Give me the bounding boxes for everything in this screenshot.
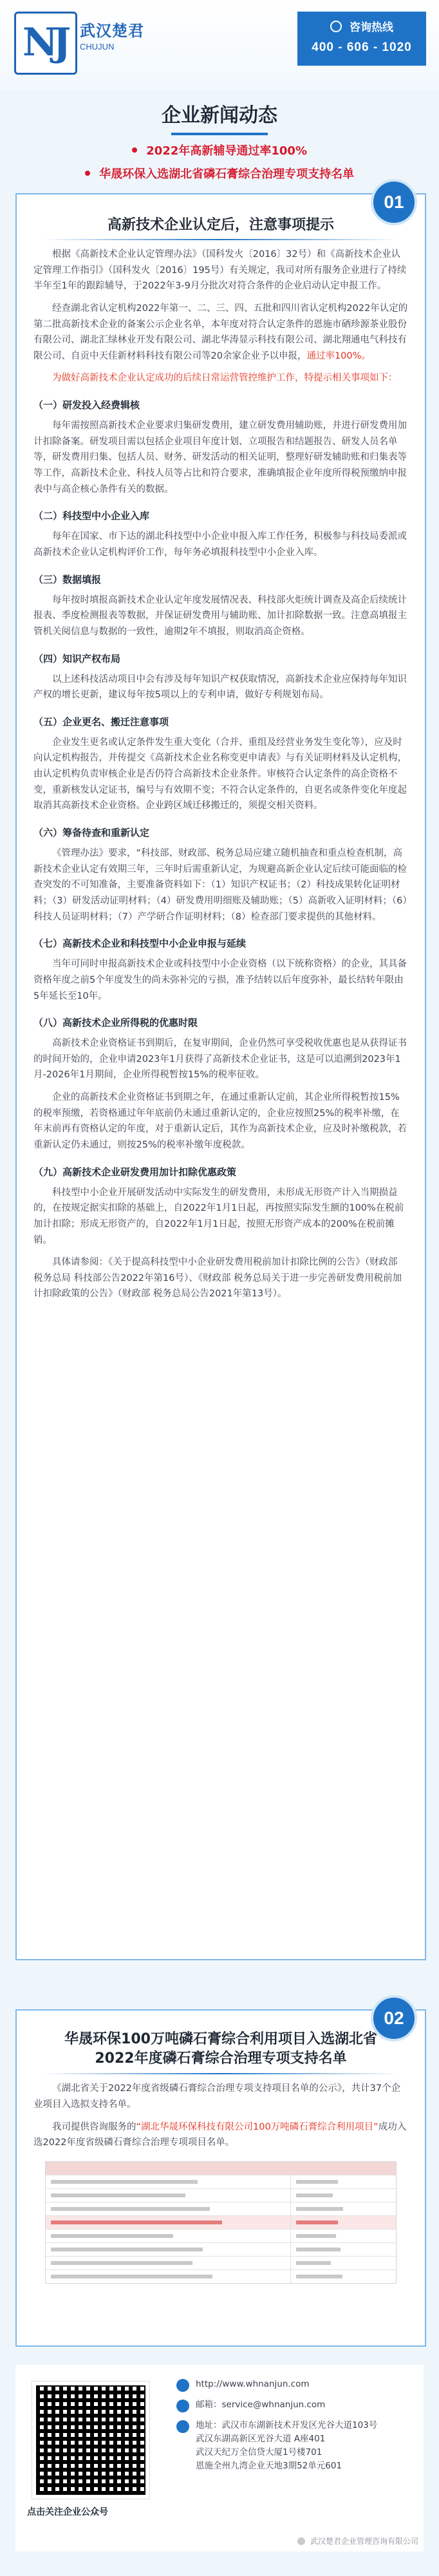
item-text: 科技型中小企业开展研发活动中实际发生的研发费用，未形成无形资产计入当期损益的，在按规定据实扣除的基础上，自2022年1月1日起，再按照实际发生额的100%在税前加计扣除；形成无形资产的，自2022年1月1日起，按照无形资产成本的200%在税前摊销。 [33, 1187, 404, 1245]
contact-section [15, 2365, 424, 2552]
bullet-dot-icon [85, 171, 90, 176]
address-line: 武汉东湖高新区光谷大道 A座401 [196, 2433, 326, 2444]
contact-row [176, 2419, 415, 2473]
notice-intro: 为做好高新技术企业认定成功的后续日常运营管控维护工作，特提示相关事项如下： [52, 373, 398, 384]
table-row [46, 2188, 396, 2202]
brand [80, 18, 144, 52]
item-text: 企业发生更名或认定条件发生重大变化（合并、重组及经营业务发生变化等），应及时向认定机构报告，并传提交《高新技术企业名称变更申请表》与有关证明材料及认定机构，由认定机构负责审核企业是否仍符合高新技术企业条件。审核符合认定条件的高企资格不变，重新核发认定证书，编号与有效期不变；不符合认定条件的，自更名或条件变化年度起取消其高新技术企业资格。企业跨区域迁移搬迁的，须提交相关资料。 [33, 737, 407, 811]
news-title: 企业新闻动态 [162, 104, 277, 127]
location-icon [176, 2420, 189, 2433]
section-card-1 [15, 193, 426, 1960]
item-title: （八）高新技术企业所得税的优惠时限 [33, 1017, 198, 1029]
table-row [46, 2269, 396, 2283]
paragraph [33, 2119, 408, 2151]
hotline-title-text: 咨询热线 [349, 21, 393, 34]
title-divider [42, 239, 399, 240]
section-badge-2: 02 [371, 1995, 417, 2041]
company-logo [14, 12, 77, 75]
news-head [0, 90, 439, 196]
news-bullet-2[interactable] [0, 165, 439, 182]
bullet-dot-icon [132, 147, 137, 153]
watermark-text: 武汉楚君企业管理咨询有限公司 [310, 2537, 418, 2546]
section-badge-1: 01 [371, 179, 417, 225]
paragraph-text: 经查湖北省认定机构2022年第一、二、三、四、五批和四川省认定机构2022年认定的第二批高新技术企业的备案公示企业名单，本年度对符合认定条件的恩施市硒珍源茶业股份有限公司、湖北汇绿林业开发有限公司、湖北华涛显示科技有限公司、湖北翔通电气科技有限公司、自贡中天佳新材料科技有限公司等20余家企业予以申报， [33, 303, 408, 361]
item-text: 企业的高新技术企业资格证书到期之年，在通过重新认定前，其企业所得税暂按15%的税率预缴，若资格通过年年底前仍未通过重新认定的，企业应按照25%的税率补缴，在年末前再有资格认定的年度，对于重新认定后，其作为高新技术企业，应及时补缴税款，若重新认定仍未通过，则按25%的税率补缴年度税款。 [33, 1092, 407, 1150]
item-title: （三）数据填报 [33, 573, 102, 585]
item-title: （九）高新技术企业研发费用加计扣除优惠政策 [33, 1166, 237, 1178]
phone-icon [330, 21, 342, 32]
brand-name-en: CHUJUN [80, 42, 115, 52]
news-title-underline [171, 133, 268, 135]
hotline-title [297, 18, 426, 34]
section-card-2 [15, 2009, 426, 2347]
brand-name-cn: 武汉楚君 [80, 22, 144, 40]
item-text: 当年可同时申报高新技术企业或科技型中小企业资格（以下统称资格）的企业，其具备资格年度之前5个年度发生的尚未弥补完的亏损，准予结转以后年度弥补，最长结转年限由5年延长至10年。 [33, 959, 407, 1001]
table-row [46, 2229, 396, 2242]
hotline-box[interactable] [297, 12, 426, 66]
news-bullet-text-1: 2022年高新辅导通过率100% [146, 144, 307, 158]
paragraph: 根据《高新技术企业认定管理办法》（国科发火〔2016〕32号）和《高新技术企业认定管理工作指引》（国科发火〔2016〕195号）有关规定，我司对所有服务企业进行了持续半年至1年的跟踪辅导，于2022年3-9月分批次对符合条件的企业启动认定申报工作。 [33, 249, 407, 292]
news-bullet-text-2: 华晟环保入选湖北省磷石膏综合治理专项支持名单 [99, 167, 355, 181]
item-text: 具体请参阅：《关于提高科技型中小企业研发费用税前加计扣除比例的公告》（财政部 税务总局 科技部公告2022年第16号）、《财政部 税务总局关于进一步完善研发费用税前加计扣除政策的公告》（财政部 税务总局公告2021年第13号）。 [33, 1257, 402, 1300]
qr-code[interactable] [32, 2382, 149, 2499]
pass-rate-highlight: 通过率100%。 [306, 350, 371, 361]
item-title: （四）知识产权布局 [33, 652, 121, 665]
watermark-icon [297, 2537, 305, 2545]
hotline-number[interactable]: 400 - 606 - 1020 [312, 41, 412, 54]
logo-mark: NJ [23, 20, 66, 65]
item-text: 以上述科技活动项目中会有涉及每年知识产权获取情况，高新技术企业应保持每年知识产权的增长更新，建议每年按5项以上的专利申请，做好专利规划布局。 [33, 674, 407, 701]
email-link[interactable]: 邮箱：service@whnanjun.com [196, 2400, 326, 2410]
paragraph-text: 成功入选2022年度省级磷石膏综合治理专项项目名单。 [33, 2121, 407, 2148]
item-text: 《管理办法》要求，“科技部、财政部、税务总局应建立随机抽查和重点检查机制，高新技术企业认定有效期三年，三年时后需重新认定，为规避高新企业认定后续可能面临的检查突发的不可知准备，主要准备资料如下：（1）知识产权证书；（2）科技成果转化证明材料；（3）研发活动证明材料；（4）研发费用明细账及辅助账；（5）高新收入证明材料；（6）科技人员证明材料；（7）产学研合作证明材料；（8）检查部门要求提供的其他材料。 [33, 848, 407, 922]
table-row [46, 2202, 396, 2215]
project-highlight: “湖北华晟环保科技有限公司100万吨磷石膏综合利用项目” [136, 2121, 378, 2132]
item-text: 每年在国家、市下达的湖北科技型中小企业申报入库工作任务，积极参与科技局委派或高新技术企业认定机构评价工作，每年务必填报科技型中小企业入库。 [33, 531, 407, 558]
item-text: 每年需按照高新技术企业要求归集研发费用，建立研发费用辅助账，并进行研发费用加计扣除备案。研发项目需以包括企业项目年度计划、立项报告和结题报告、研发人员名单等，研发费用归集、包括人员、财务、研发活动的相关证明，整理好研发辅助账和归集表等等工作，高新技术企业、科技人员等占比和符合要求，准确填报企业年度所得税预缴纳申报表中与高企核心条件有关的数据。 [33, 421, 407, 495]
paragraph: 《湖北省关于2022年度省级磷石膏综合治理专项支持项目名单的公示》，共计37个企业项目入选拟支持名单。 [33, 2083, 401, 2110]
contact-row[interactable] [176, 2378, 415, 2392]
watermark [297, 2535, 418, 2546]
table-row [46, 2175, 396, 2188]
item-title: （五）企业更名、搬迁注意事项 [33, 715, 169, 728]
table-row [46, 2256, 396, 2269]
paragraph-text: 我司提供咨询服务的 [52, 2121, 136, 2132]
section-title-1: 高新技术企业认定后，注意事项提示 [107, 217, 334, 233]
item-text: 高新技术企业资格证书到期后，在复审期间，企业仍然可享受税收优惠也是从获得证书的时间开始的，企业申请2023年1月获得了高新技术企业证书，这是可以追溯到2023年1月-2026年1月期间，企业所得税暂按15%的税率征收。 [33, 1038, 407, 1081]
mail-icon [176, 2400, 189, 2412]
globe-icon [176, 2379, 189, 2392]
table-row-highlighted [46, 2215, 396, 2229]
item-title: （七）高新技术企业和科技型中小企业申报与延续 [33, 938, 247, 950]
contact-lines [176, 2378, 415, 2479]
contact-row[interactable] [176, 2398, 415, 2412]
address-line: 恩施全州九湾企业天地3期52单元601 [196, 2460, 342, 2471]
title-divider [42, 2073, 399, 2074]
project-list-table [45, 2161, 397, 2284]
address-line: 地址：武汉市东湖新技术开发区光谷大道103号 [196, 2420, 378, 2430]
item-title: （一）研发投入经费辑核 [33, 399, 140, 412]
header [0, 0, 439, 90]
address-line: 武汉天纪万全信贷大厦1号楼701 [196, 2447, 322, 2458]
news-bullet-1[interactable] [0, 142, 439, 158]
website-link[interactable]: http://www.whnanjun.com [196, 2379, 310, 2389]
paragraph [33, 301, 408, 365]
table-header [46, 2162, 396, 2175]
item-title: （六）筹备待查和重新认定 [33, 827, 150, 839]
item-text: 每年按时填报高新技术企业认定年度发展情况表、科技部火炬统计调查及高企后续统计报表、季度检测报表等数据，并保证研发费用与辅助账、加计扣除数据一致。注意高填报主管机关阅信息与数据的一致性，逾期2年不填报，则取消高企资格。 [33, 594, 407, 637]
table-row [46, 2242, 396, 2256]
qr-label: 点击关注企业公众号 [27, 2507, 108, 2517]
item-title: （二）科技型中小企业入库 [33, 510, 150, 522]
section-title-2: 华晟环保100万吨磷石膏综合利用项目入选湖北省2022年度磷石膏综合治理专项支持名单 [64, 2031, 377, 2067]
